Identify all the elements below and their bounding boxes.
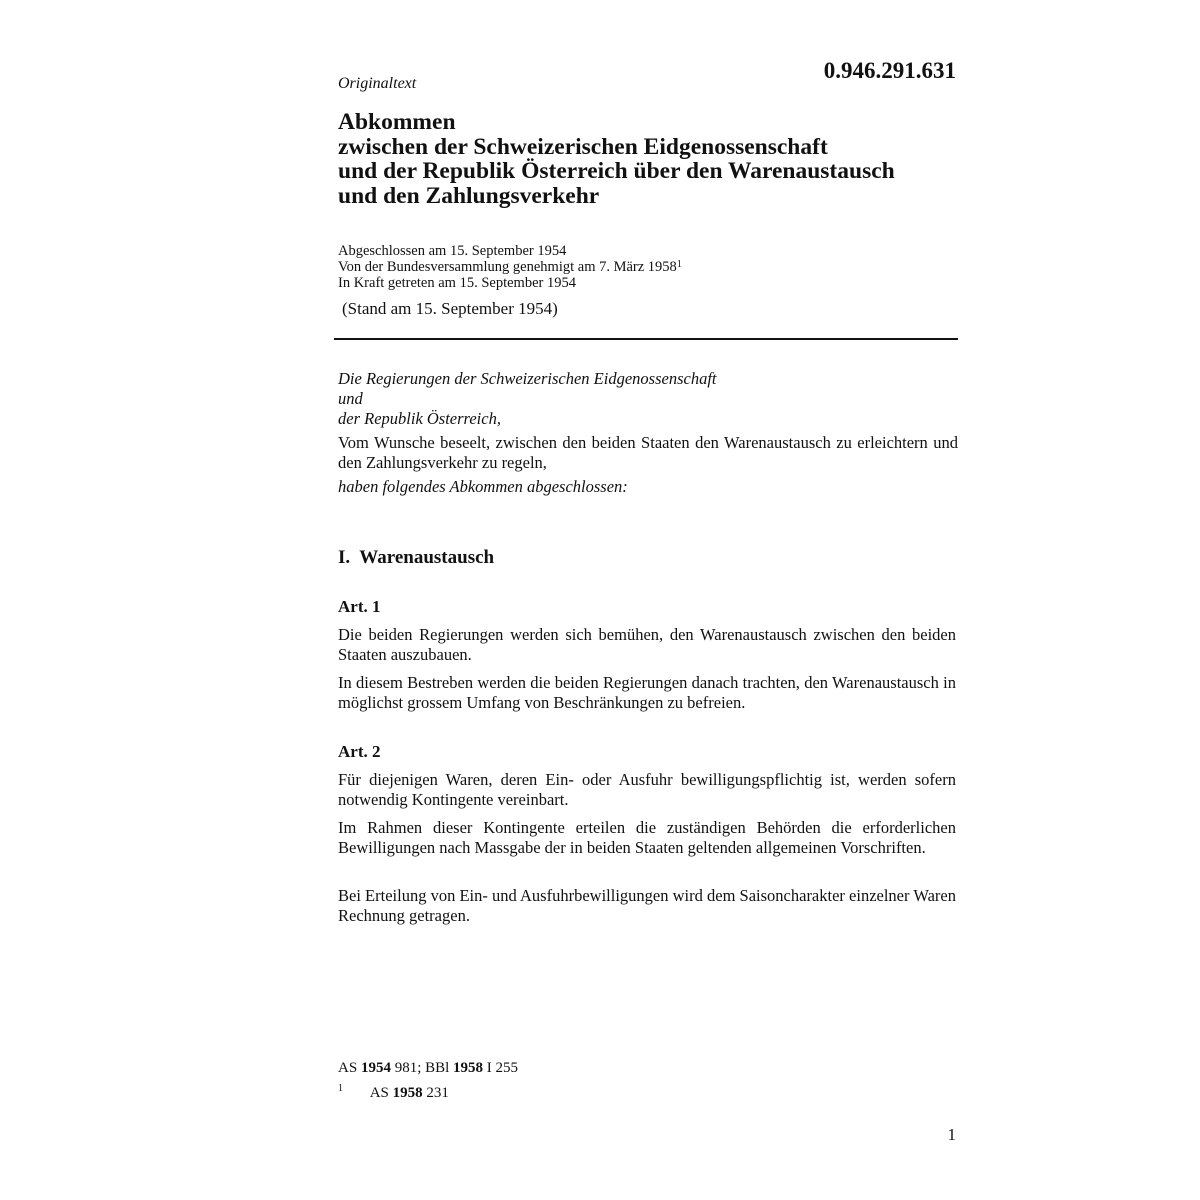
article-1-heading: Art. 1 (338, 597, 381, 616)
source-as-year: 1954 (360, 1060, 391, 1076)
preamble-wish: Vom Wunsche beseelt, zwischen den beiden Staaten den Warenaustausch zu erleichtern und den Zahlungsverkehr zu regeln, (338, 433, 958, 472)
status-date: (Stand am 15. September 1954) (342, 299, 558, 318)
source-as-page: 981; BBl (394, 1060, 450, 1076)
source-as: AS (338, 1060, 358, 1076)
approval-date (338, 259, 682, 275)
document-title (338, 110, 958, 208)
document-metadata (338, 243, 682, 291)
footnote-as: AS (369, 1085, 389, 1101)
article-2-paragraph-2: Im Rahmen dieser Kontingente erteilen die zuständigen Behörden die erforderlichen Bewilligungen nach Massgabe der in beiden Staaten geltenden allgemeinen Vorschriften. (338, 818, 956, 857)
title-line: und den Zahlungsverkehr (338, 182, 600, 209)
article-1-paragraph-1: Die beiden Regierungen werden sich bemühen, den Warenaustausch zwischen den beiden Staaten auszubauen. (338, 625, 956, 664)
preamble-concluded: haben folgendes Abkommen abgeschlossen: (338, 477, 628, 496)
source-bbl-year: 1958 (453, 1060, 484, 1076)
footnote-year: 1958 (392, 1085, 423, 1101)
article-2-heading: Art. 2 (338, 742, 381, 761)
title-line: und der Republik Österreich über den Warenaustausch (338, 158, 895, 184)
page-number: 1 (947, 1125, 956, 1144)
footnote-mark: 1 (338, 1083, 343, 1094)
concluded-date: Abgeschlossen am 15. September 1954 (338, 243, 567, 259)
preamble-line: Die Regierungen der Schweizerischen Eidgenossenschaft (338, 369, 717, 388)
preamble (338, 369, 958, 497)
header-divider (334, 338, 958, 340)
preamble-line: der Republik Österreich, (338, 409, 501, 428)
article-1-paragraph-2: In diesem Bestreben werden die beiden Regierungen danach trachten, den Warenaustausch in möglichst grossem Umfang von Beschränkungen zu befreien. (338, 673, 956, 712)
footnote-ref[interactable]: 1 (676, 259, 682, 270)
title-line: zwischen der Schweizerischen Eidgenossenschaft (338, 133, 828, 160)
source-citation (338, 1058, 518, 1078)
footnote-1 (338, 1079, 449, 1103)
in-force-date: In Kraft getreten am 15. September 1954 (338, 275, 576, 291)
original-text-label: Originaltext (338, 75, 417, 92)
article-2-paragraph-3: Bei Erteilung von Ein- und Ausfuhrbewilligungen wird dem Saisoncharakter einzelner Waren Rechnung getragen. (338, 886, 956, 925)
sr-number: 0.946.291.631 (823, 58, 956, 83)
article-2-paragraph-1: Für diejenigen Waren, deren Ein- oder Ausfuhr bewilligungspflichtig ist, werden sofern notwendig Kontingente vereinbart. (338, 770, 956, 809)
approval-date-text: Von der Bundesversammlung genehmigt am 7. März 1958 (338, 259, 677, 275)
title-line: Abkommen (338, 109, 456, 135)
footnote-page: 231 (426, 1085, 449, 1101)
section-heading: I. Warenaustausch (338, 547, 495, 568)
source-bbl-page: I 255 (486, 1060, 519, 1076)
preamble-line: und (338, 389, 363, 408)
